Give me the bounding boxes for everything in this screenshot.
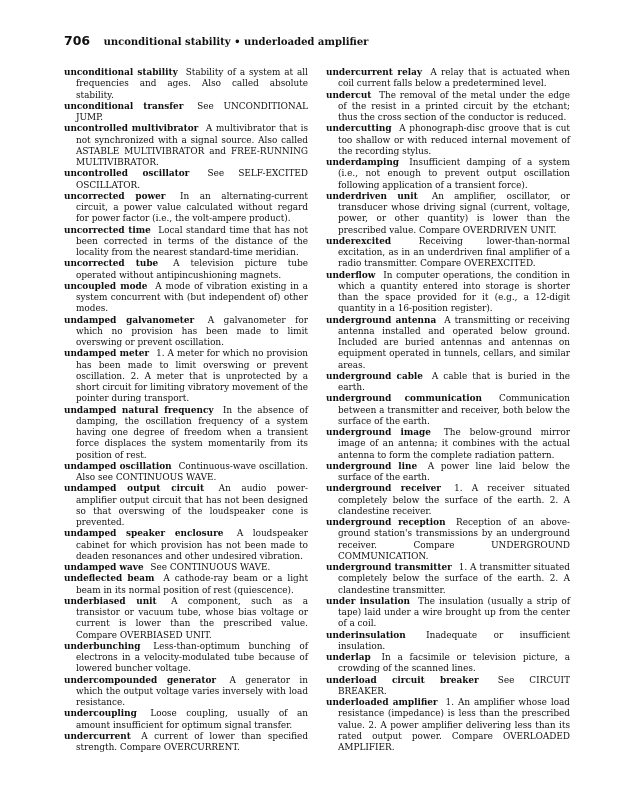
entry-term: underground reception: [326, 518, 446, 528]
dictionary-entry: [326, 428, 570, 462]
entry-term: unconditional stability: [64, 68, 178, 78]
entry-term: uncorrected power: [64, 191, 166, 202]
entry-term: underbiased unit: [64, 596, 157, 607]
entry-term: undamped speaker enclosure: [64, 529, 224, 540]
entry-term: undamped natural frequency: [64, 405, 214, 416]
dictionary-entry: [64, 574, 308, 597]
entry-definition: A current of lower than specified strength. Compare OVERCURRENT.: [76, 731, 308, 753]
entry-term: underinsulation: [326, 630, 406, 641]
entry-term: unconditional transfer: [64, 101, 184, 112]
entry-definition: 1. A transmitter situated completely below the surface of the earth. 2. A clandestine transmitter.: [338, 563, 570, 596]
entry-term: underload circuit breaker: [326, 675, 479, 686]
entry-definition: The removal of the metal under the edge of the resist in a printed circuit by the etchant; thus the cross section of the conductor is reduced.: [338, 90, 570, 123]
entry-term: underground cable: [326, 371, 423, 382]
left-column: [64, 68, 308, 754]
entry-definition: A mode of vibration existing in a system concurrent with (but independent of) other modes.: [76, 281, 308, 315]
entry-definition: Continuous-wave oscillation. Also see CONTINUOUS WAVE.: [76, 461, 309, 483]
dictionary-entry: [64, 282, 308, 316]
entry-definition: A galvanometer for which no provision has been made to limit overswing or prevent oscillation.: [76, 315, 308, 348]
entry-definition: 1. A receiver situated completely below the surface of the earth. 2. A clandestine receiver.: [338, 484, 570, 517]
entry-term: underground communication: [326, 394, 483, 405]
entry-definition: Loose coupling, usually of an amount insufficient for optimum signal transfer.: [76, 709, 308, 731]
dictionary-entry: [326, 124, 570, 158]
entry-definition: See CONTINUOUS WAVE.: [150, 563, 271, 573]
entry-term: undamped oscillation: [64, 461, 172, 472]
entry-definition: A loudspeaker cabinet for which provision has not been made to deaden resonances and other undesired vibration.: [76, 529, 308, 562]
entry-term: undamped galvanometer: [64, 315, 195, 326]
entry-definition: An amplifier, oscillator, or transducer whose driving signal (current, voltage, power, or other quantity) is lower than the prescribed value. Compare OVERDRIVEN UNIT.: [338, 191, 570, 236]
entry-term: underground line: [326, 461, 418, 472]
entry-definition: Receiving lower-than-normal excitation, as in an underdriven final amplifier of a radio transmitter. Compare OVEREXCITED.: [338, 236, 570, 270]
entry-term: underground antenna: [326, 315, 437, 326]
dictionary-entry: [326, 237, 570, 271]
entry-term: underdriven unit: [326, 191, 418, 202]
right-column: [326, 68, 570, 754]
dictionary-entry: [64, 642, 308, 676]
entry-term: underground image: [326, 428, 431, 438]
dictionary-entry: [64, 406, 308, 462]
dictionary-entry: [326, 372, 570, 395]
entry-definition: A television picture tube operated without antipincushioning magnets.: [76, 259, 309, 281]
page-header: [64, 33, 368, 48]
entry-term: undamped wave: [64, 563, 144, 573]
entry-term: underexcited: [326, 236, 392, 247]
dictionary-entry: [326, 394, 570, 428]
entry-definition: In computer operations, the condition in which a quantity entered into storage is shorter than the space provided for it (e.g., a 12-digit quantity in a 16-position register).: [338, 270, 570, 315]
entry-definition: Insufficient damping of a system (i.e., not enough to prevent output oscillation following application of a transient force).: [338, 158, 570, 191]
dictionary-entry: [64, 259, 308, 282]
entry-definition: 1. An amplifier whose load resistance (impedance) is less than the prescribed value. 2. A power amplifier delivering less than its rated output power. Compare OVERLOADED AMPLIFIER.: [338, 698, 570, 753]
dictionary-entry: [64, 169, 308, 192]
entry-definition: A cable that is buried in the earth.: [338, 371, 570, 393]
entry-term: undercutting: [326, 124, 392, 135]
dictionary-entry: [64, 192, 308, 226]
entry-definition: A multivibrator that is not synchronized with a signal source. Also called ASTABLE MULTIVIBRATOR and FREE-RUNNING MULTIVIBRATOR.: [76, 124, 309, 168]
dictionary-entry: [64, 563, 308, 574]
dictionary-entry: [64, 124, 308, 169]
dictionary-entry: [326, 631, 570, 654]
entry-term: undamped meter: [64, 349, 150, 360]
entry-term: undercurrent: [64, 731, 131, 742]
entry-definition: See CIRCUIT BREAKER.: [338, 675, 570, 697]
entry-definition: Local standard time that has not been corrected in terms of the distance of the locality from the nearest standard-time meridian.: [76, 225, 309, 258]
entry-definition: In an alternating-current circuit, a power value calculated without regard for power factor (i.e., the volt-ampere product).: [76, 191, 308, 225]
entry-term: undercompounded generator: [64, 675, 217, 686]
entry-term: undercoupling: [64, 709, 137, 720]
entry-definition: Stability of a system at all frequencies and ages. Also called absolute stability.: [76, 68, 308, 101]
dictionary-entry: [64, 597, 308, 642]
entry-definition: The insulation (usually a strip of tape) laid under a wire brought up from the center of a coil.: [338, 596, 570, 630]
entry-term: uncontrolled oscillator: [64, 169, 190, 180]
dictionary-entry: [326, 462, 570, 485]
entry-term: underground transmitter: [326, 563, 452, 573]
entry-definition: An audio power-amplifier output circuit that has not been designed so that overswing of the loudspeaker cone is prevented.: [76, 484, 308, 528]
dictionary-entry: [64, 349, 308, 405]
dictionary-entry: [64, 709, 308, 732]
dictionary-entry: [64, 316, 308, 350]
entry-definition: A phonograph-disc groove that is cut too shallow or with reduced internal movement of the recording stylus.: [338, 124, 570, 157]
page-number: 706: [64, 33, 91, 48]
entry-definition: A generator in which the output voltage varies inversely with load resistance.: [76, 675, 308, 708]
dictionary-entry: [64, 226, 308, 260]
entry-definition: See SELF-EXCITED OSCILLATOR.: [76, 169, 308, 191]
entry-term: undercut: [326, 90, 372, 101]
entry-term: uncorrected time: [64, 225, 151, 236]
dictionary-entry: [326, 192, 570, 237]
entry-definition: 1. A meter for which no provision has been made to limit overswing or prevent oscillation. 2. A meter that is unprotected by a short circuit for limiting vibratory movement of the pointer during transport.: [76, 349, 309, 405]
entry-definition: In a facsimile or television picture, a crowding of the scanned lines.: [338, 653, 570, 675]
dictionary-entry: [64, 676, 308, 710]
entry-definition: A relay that is actuated when coil current falls below a predetermined level.: [338, 68, 570, 90]
dictionary-entry: [64, 68, 308, 102]
entry-definition: A power line laid below the surface of the earth.: [338, 461, 570, 483]
entry-definition: Inadequate or insufficient insulation.: [338, 630, 570, 652]
dictionary-entry: [326, 91, 570, 125]
dictionary-entry: [326, 158, 570, 192]
dictionary-entry: [326, 68, 570, 91]
entry-definition: See UNCONDITIONAL JUMP.: [76, 101, 308, 123]
running-head: unconditional stability • underloaded amplifier: [103, 37, 369, 48]
entry-term: underground receiver: [326, 484, 441, 495]
dictionary-entry: [326, 271, 570, 316]
entry-definition: A cathode-ray beam or a light beam in its normal position of rest (quiescence).: [76, 574, 309, 596]
entry-term: underlap: [326, 653, 371, 663]
entry-term: undercurrent relay: [326, 68, 423, 78]
entry-definition: Less-than-optimum bunching of electrons in a velocity-modulated tube because of lowered buncher voltage.: [76, 641, 308, 675]
entry-term: uncorrected tube: [64, 259, 159, 270]
entry-term: underdamping: [326, 158, 400, 168]
entry-definition: Communication between a transmitter and receiver, both below the surface of the earth.: [338, 394, 570, 427]
entry-definition: A component, such as a transistor or vacuum tube, whose bias voltage or current is lower than the prescribed value. Compare OVERBIASED UNIT.: [76, 596, 308, 641]
dictionary-entry: [64, 529, 308, 563]
entry-term: undeflected beam: [64, 574, 155, 585]
dictionary-entry: [326, 698, 570, 754]
dictionary-entry: [326, 518, 570, 563]
dictionary-entry: [64, 484, 308, 529]
dictionary-entry: [326, 653, 570, 676]
dictionary-entry: [326, 597, 570, 631]
dictionary-entry: [326, 563, 570, 597]
entry-definition: In the absence of damping, the oscillation frequency of a system having one degree of freedom when a transient force displaces the system momentarily from its position of rest.: [76, 405, 308, 461]
entry-definition: The below-ground mirror image of an antenna; it combines with the actual antenna to form the complete radiation pattern.: [338, 428, 570, 461]
entry-term: underflow: [326, 270, 376, 281]
entry-term: underloaded amplifier: [326, 698, 438, 708]
dictionary-entry: [326, 484, 570, 518]
dictionary-entry: [326, 676, 570, 699]
dictionary-entry: [64, 102, 308, 125]
entry-definition: A transmitting or receiving antenna installed and operated below ground. Included are buried antennas and antennas on equipment operated in tunnels, cellars, and similar areas.: [338, 315, 570, 371]
dictionary-entry: [64, 462, 308, 485]
dictionary-entry: [326, 316, 570, 372]
entry-term: underbunching: [64, 641, 141, 652]
entry-term: under insulation: [326, 596, 411, 607]
entry-term: undamped output circuit: [64, 484, 205, 495]
entry-definition: Reception of an above-ground station's transmissions by an underground receiver. Compare UNDERGROUND COMMUNICATION.: [338, 518, 571, 562]
dictionary-entry: [64, 732, 308, 755]
entry-term: uncoupled mode: [64, 281, 148, 292]
entry-term: uncontrolled multivibrator: [64, 124, 199, 135]
